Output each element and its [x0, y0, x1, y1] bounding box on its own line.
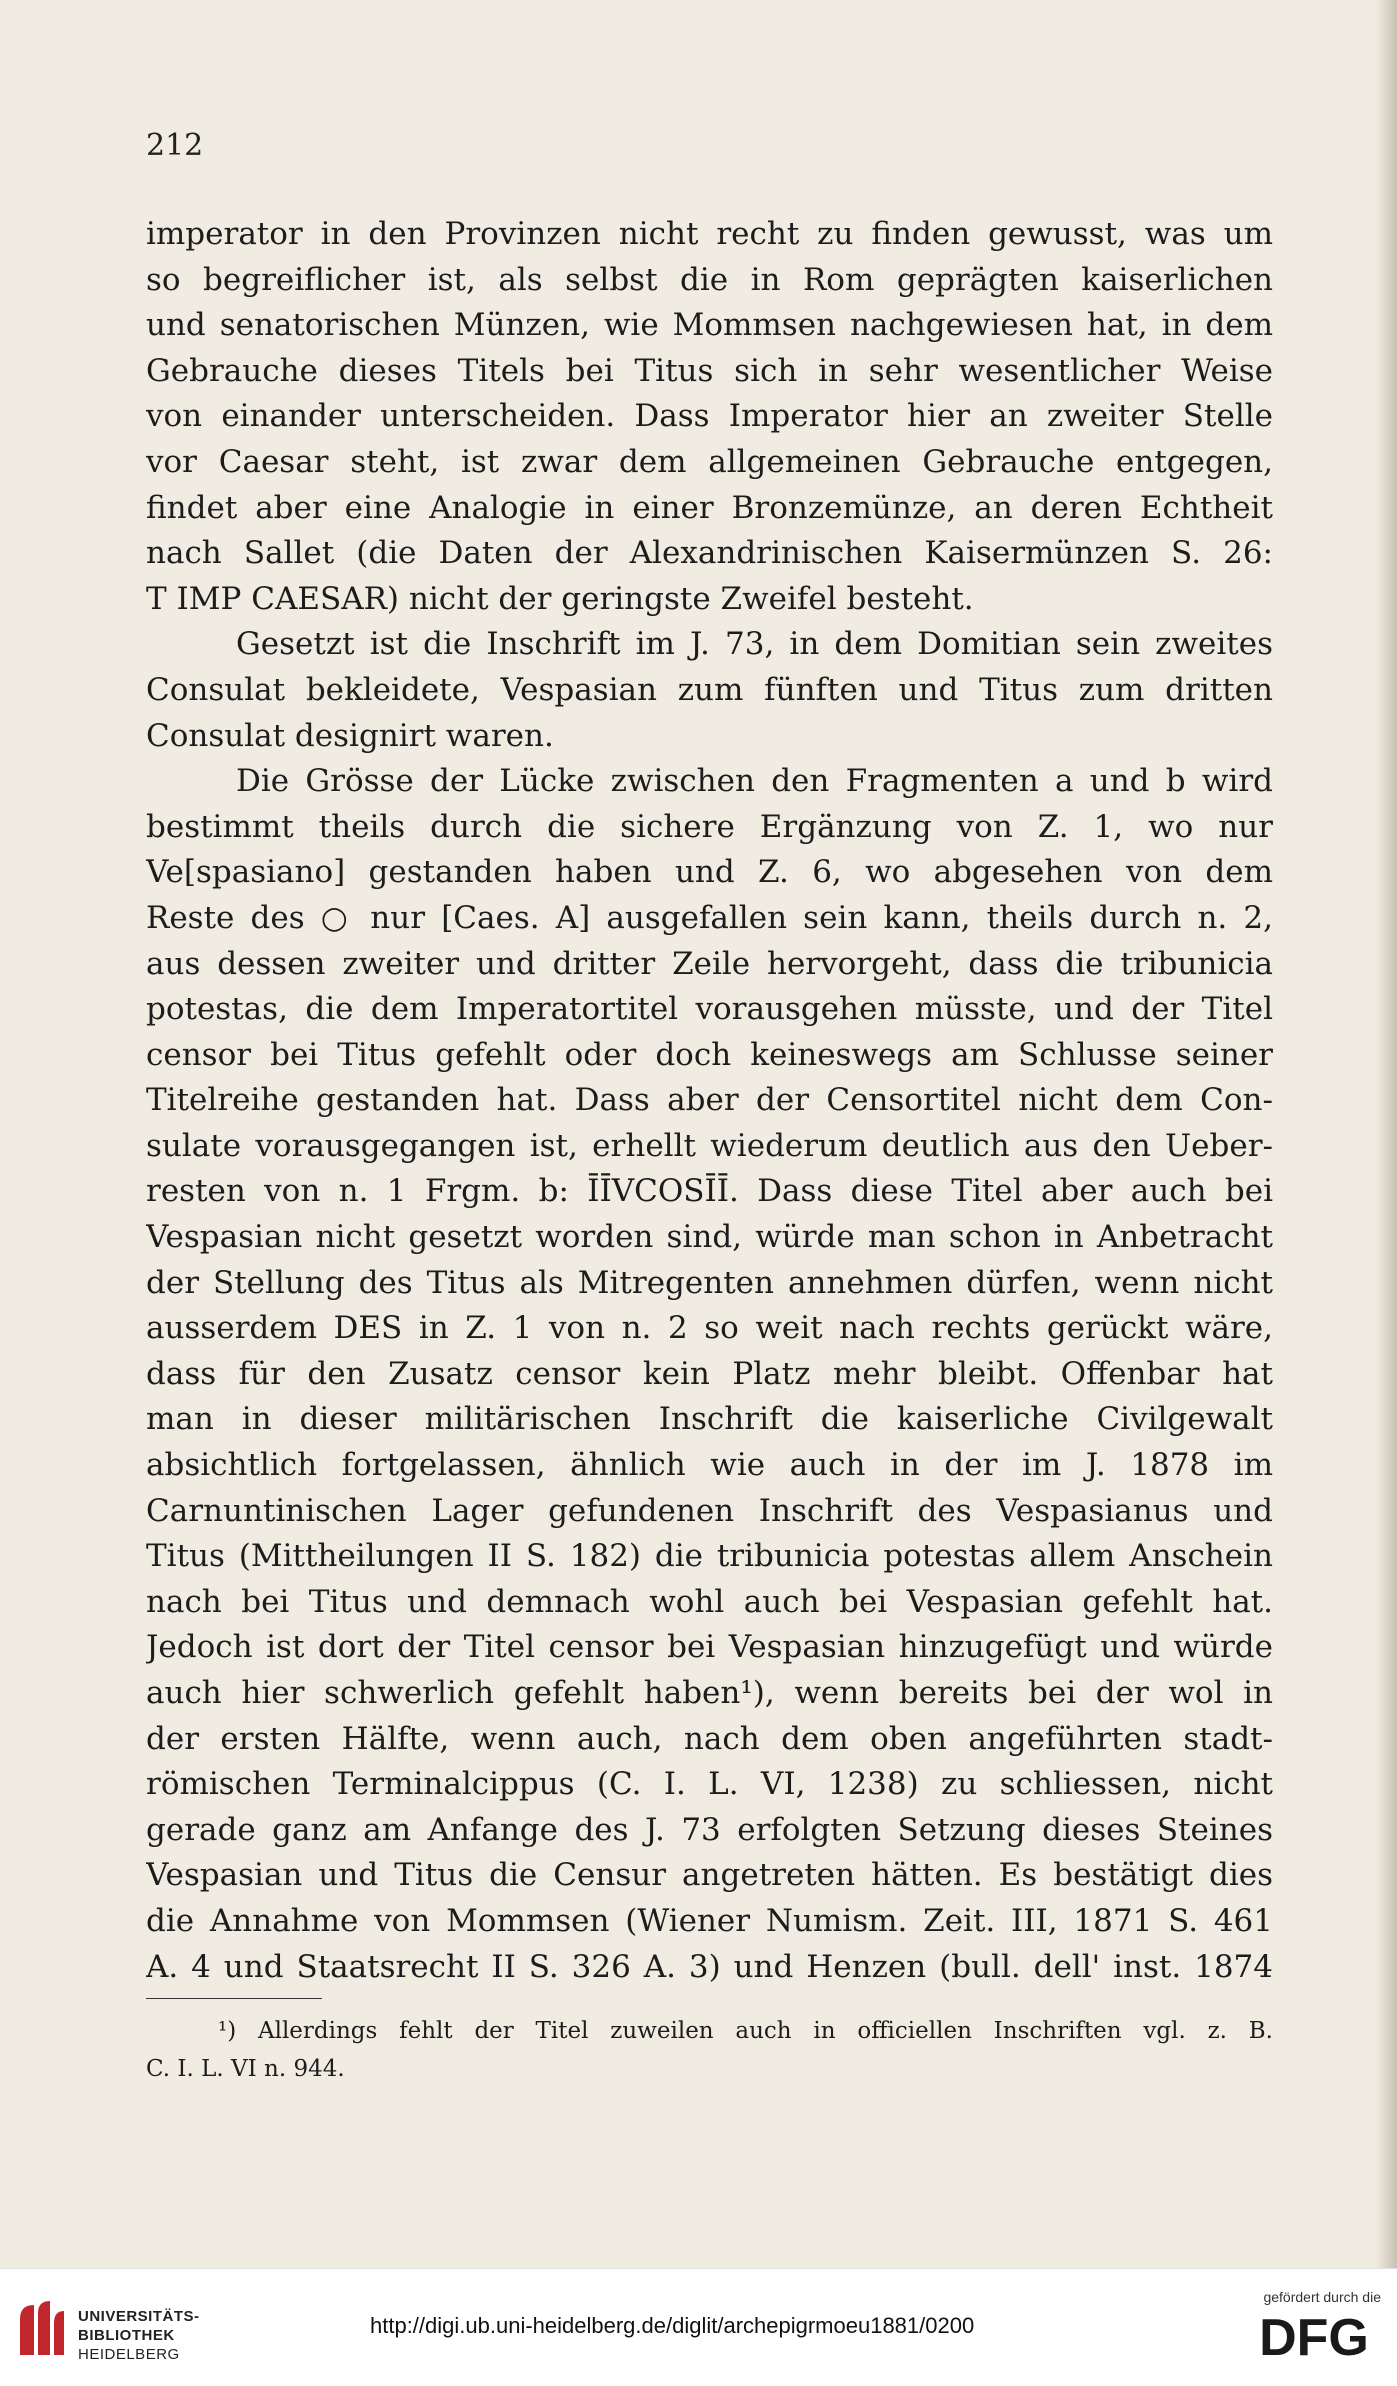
text-line: Ve[spasiano] gestanden haben und Z. 6, wo abgesehen von dem: [146, 854, 1273, 891]
text-line: Gebrauche dieses Titels bei Titus sich in sehr wesentlicher Weise: [146, 352, 1273, 389]
text-line: und senatorischen Münzen, wie Mommsen nachgewiesen hat, in dem: [146, 307, 1273, 344]
text-line: Gesetzt ist die Inschrift im J. 73, in dem Domitian sein zweites: [236, 626, 1273, 663]
footnote-line: C. I. L. VI n. 944.: [146, 2056, 345, 2082]
page-edge-shadow: [1375, 0, 1397, 2268]
text-line: man in dieser militärischen Inschrift die kaiserliche Civilgewalt: [146, 1401, 1273, 1438]
text-line: gerade ganz am Anfange des J. 73 erfolgten Setzung dieses Steines: [146, 1811, 1273, 1848]
dfg-logo-text: DFG: [1259, 2311, 1369, 2361]
dfg-logo-icon: [1247, 2311, 1381, 2361]
text-line: die Annahme von Mommsen (Wiener Numism. Zeit. III, 1871 S. 461: [146, 1902, 1273, 1939]
text-line: Die Grösse der Lücke zwischen den Fragmenten a und b wird: [236, 763, 1273, 800]
text-line: von einander unterscheiden. Dass Imperator hier an zweiter Stelle: [146, 398, 1273, 435]
text-line: dass für den Zusatz censor kein Platz mehr bleibt. Offenbar hat: [146, 1355, 1273, 1392]
funding-label: gefördert durch die: [1263, 2289, 1381, 2305]
text-line: der Stellung des Titus als Mitregenten annehmen dürfen, wenn nicht: [146, 1264, 1273, 1301]
text-line: Reste des ○ nur [Caes. A] ausgefallen sein kann, theils durch n. 2,: [146, 899, 1273, 936]
footnote-line: ¹) Allerdings fehlt der Titel zuweilen auch in officiellen Inschriften vgl. z. B.: [218, 2018, 1273, 2044]
text-line: bestimmt theils durch die sichere Ergänzung von Z. 1, wo nur: [146, 808, 1273, 845]
text-line: absichtlich fortgelassen, ähnlich wie auch in der im J. 1878 im: [146, 1447, 1273, 1484]
university-library-logo-icon: [14, 2297, 68, 2361]
text-line: römischen Terminalcippus (C. I. L. VI, 1238) zu schliessen, nicht: [146, 1766, 1273, 1803]
text-line: Titelreihe gestanden hat. Dass aber der Censortitel nicht dem Con-: [146, 1082, 1273, 1119]
text-line: so begreiflicher ist, als selbst die in Rom geprägten kaiserlichen: [146, 261, 1273, 298]
text-line: Vespasian und Titus die Censur angetreten hätten. Es bestätigt dies: [146, 1857, 1273, 1894]
library-name-line: HEIDELBERG: [78, 2346, 180, 2363]
text-line: nach Sallet (die Daten der Alexandrinischen Kaisermünzen S. 26:: [146, 535, 1273, 572]
text-line: Consulat bekleidete, Vespasian zum fünften und Titus zum dritten: [146, 671, 1273, 708]
text-line: vor Caesar steht, ist zwar dem allgemeinen Gebrauche entgegen,: [146, 443, 1273, 480]
text-line: ausserdem DES in Z. 1 von n. 2 so weit nach rechts gerückt wäre,: [146, 1310, 1273, 1347]
text-line: Titus (Mittheilungen II S. 182) die tribunicia potestas allem Anschein: [146, 1538, 1273, 1575]
text-line: Vespasian nicht gesetzt worden sind, würde man schon in Anbetracht: [146, 1219, 1273, 1256]
text-line: potestas, die dem Imperatortitel vorausgehen müsste, und der Titel: [146, 991, 1273, 1028]
text-line: T IMP CAESAR) nicht der geringste Zweifel besteht.: [146, 580, 974, 617]
text-line: Jedoch ist dort der Titel censor bei Vespasian hinzugefügt und würde: [146, 1629, 1273, 1666]
library-name-line: UNIVERSITÄTS-: [78, 2308, 200, 2325]
page-number: 212: [146, 128, 204, 163]
text-line: nach bei Titus und demnach wohl auch bei Vespasian gefehlt hat.: [146, 1583, 1273, 1620]
text-line: der ersten Hälfte, wenn auch, nach dem oben angeführten stadt-: [146, 1720, 1273, 1757]
text-line: aus dessen zweiter und dritter Zeile hervorgeht, dass die tribunicia: [146, 945, 1273, 982]
text-line: sulate vorausgegangen ist, erhellt wiederum deutlich aus den Ueber-: [146, 1127, 1273, 1164]
text-line: censor bei Titus gefehlt oder doch keineswegs am Schlusse seiner: [146, 1036, 1273, 1073]
viewer-footer: [0, 2268, 1397, 2386]
permalink-url[interactable]: http://digi.ub.uni-heidelberg.de/diglit/archepigrmoeu1881/0200: [370, 2313, 975, 2338]
text-line: Carnuntinischen Lager gefundenen Inschrift des Vespasianus und: [146, 1492, 1273, 1529]
footnotes: [146, 2012, 1273, 2088]
text-line: A. 4 und Staatsrecht II S. 326 A. 3) und Henzen (bull. dell' inst. 1874: [146, 1948, 1273, 1985]
body-text: [146, 212, 1273, 1990]
text-line: imperator in den Provinzen nicht recht zu finden gewusst, was um: [146, 216, 1273, 252]
footnote-divider: [146, 1998, 322, 1999]
text-line: resten von n. 1 Frgm. b: ĪĪVCOSĪĪ. Dass diese Titel aber auch bei: [146, 1173, 1273, 1210]
text-line: findet aber eine Analogie in einer Bronzemünze, an deren Echtheit: [146, 489, 1273, 526]
library-name: [78, 2307, 200, 2364]
text-line: auch hier schwerlich gefehlt haben¹), wenn bereits bei der wol in: [146, 1675, 1273, 1711]
library-name-line: BIBLIOTHEK: [78, 2327, 175, 2344]
text-line: Consulat designirt waren.: [146, 717, 554, 754]
